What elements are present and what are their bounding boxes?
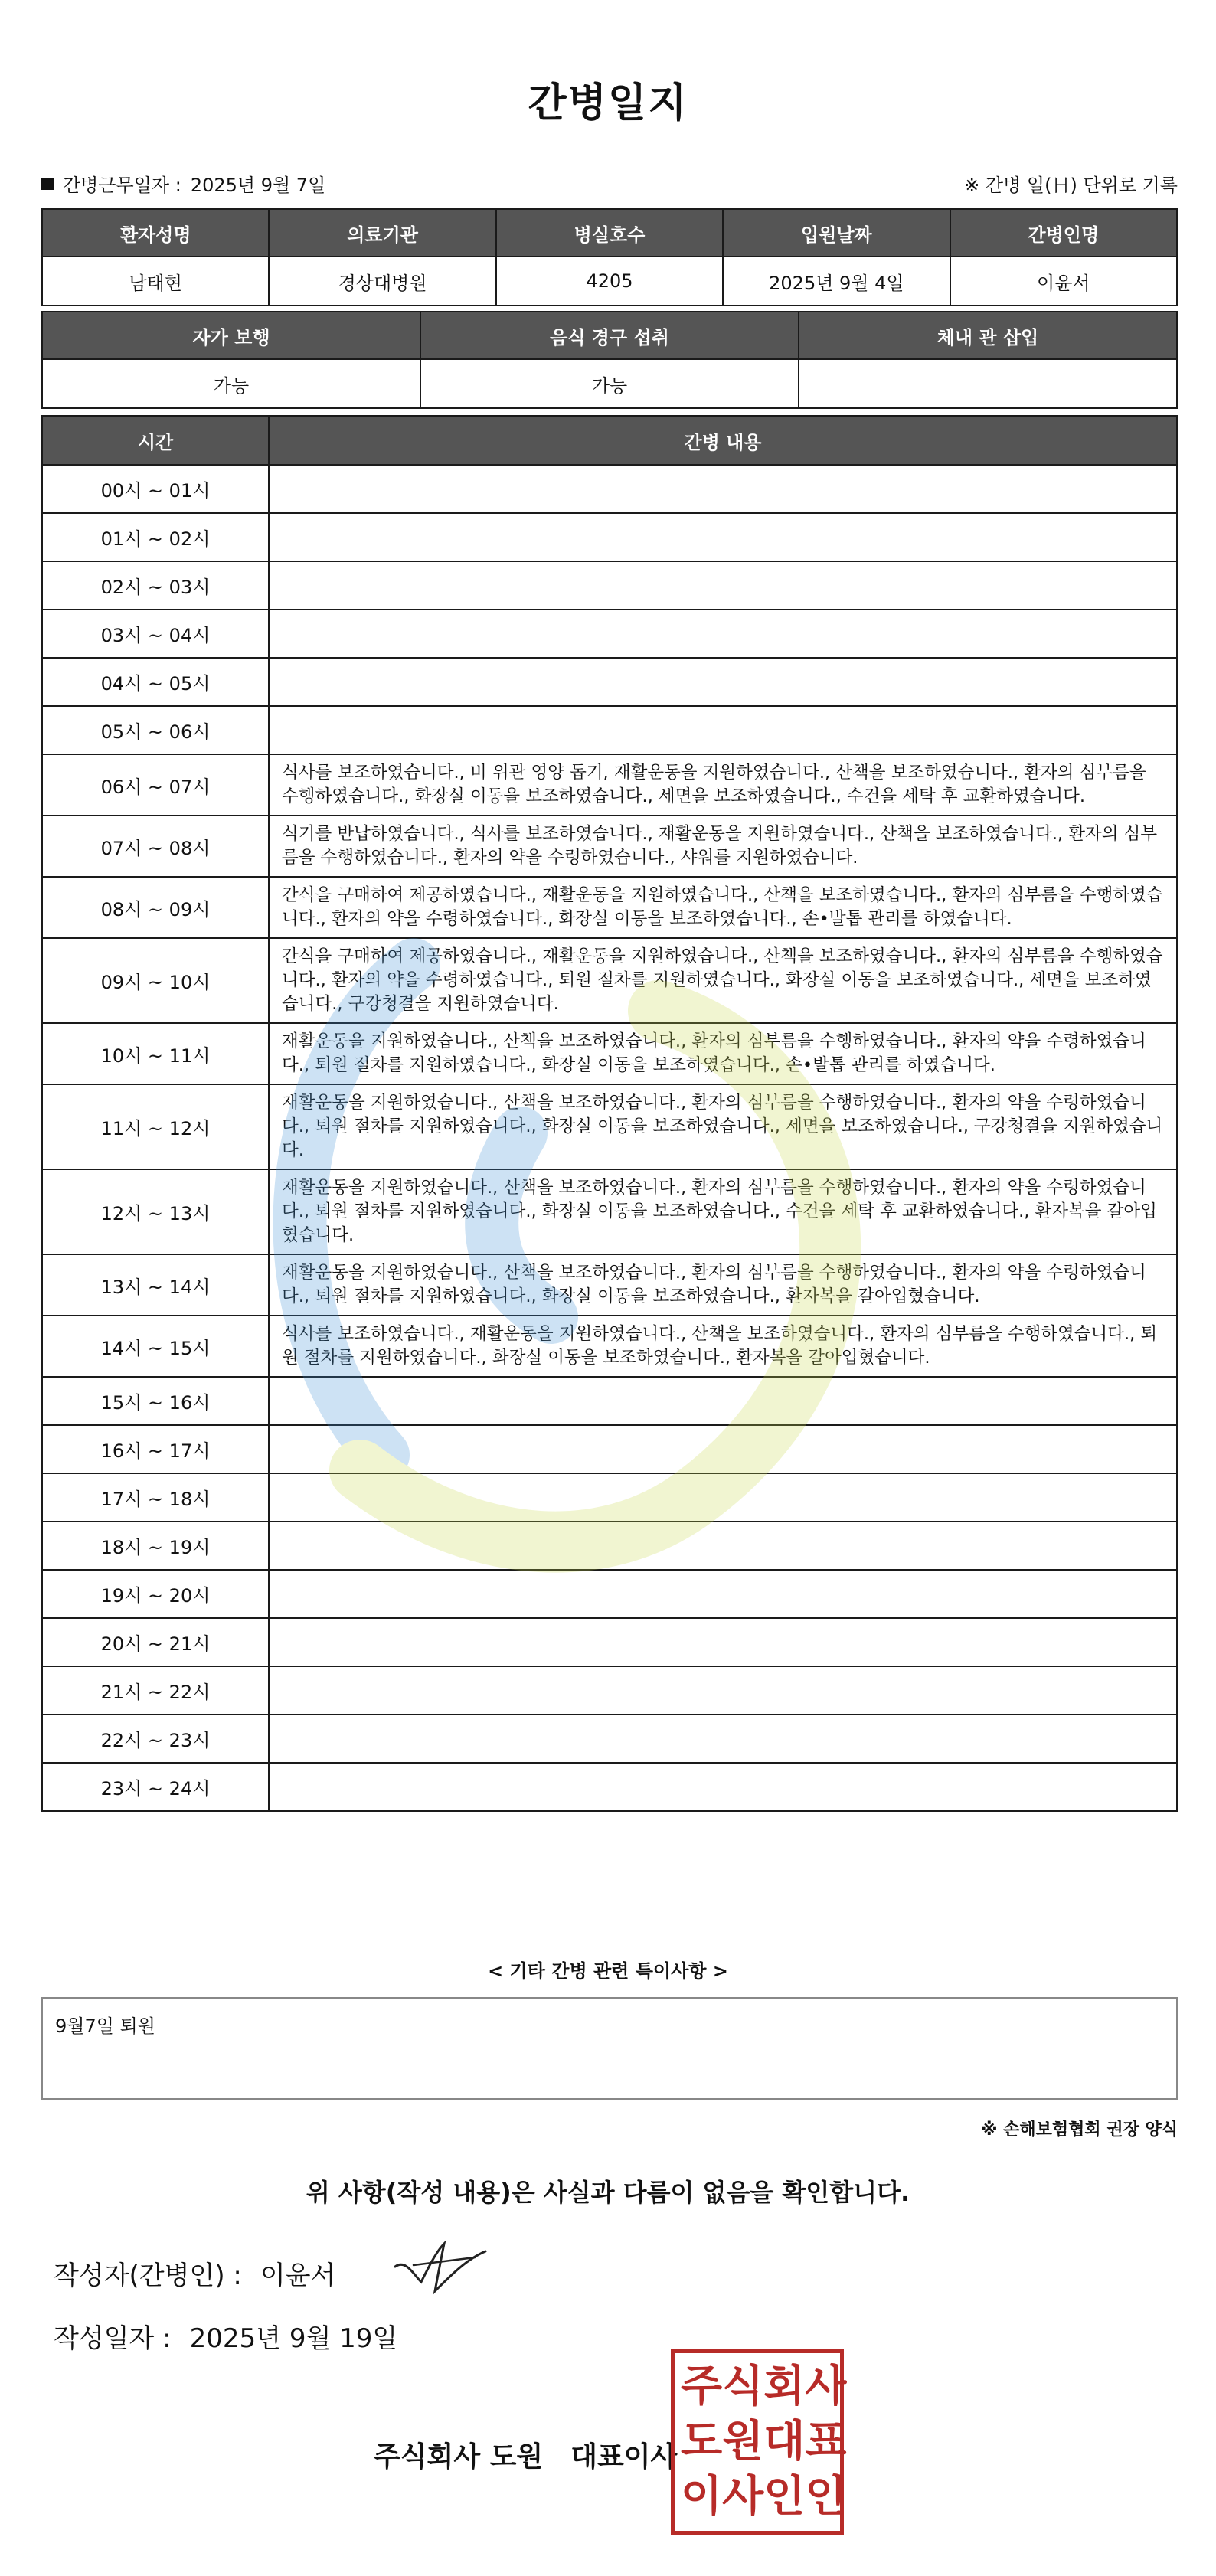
- ability-table: [41, 311, 1178, 409]
- seal-char: 표: [805, 2417, 847, 2466]
- log-row: [42, 1377, 1177, 1425]
- notes-box: [41, 1997, 1178, 2100]
- seal-char: 사: [722, 2472, 764, 2522]
- log-row: [42, 1666, 1177, 1715]
- log-time: 02시 ~ 03시: [42, 561, 269, 610]
- written-date-label: 작성일자 :: [54, 2323, 172, 2354]
- confirmation-text: 위 사항(작성 내용)은 사실과 다름이 없음을 확인합니다.: [306, 2178, 910, 2207]
- log-content: [269, 706, 1177, 754]
- recommend-note: ※ 손해보험협회 권장 양식: [981, 2120, 1178, 2140]
- log-content: [269, 1666, 1177, 1715]
- room-number: 4205: [496, 257, 723, 306]
- log-row: [42, 754, 1177, 816]
- log-row: [42, 706, 1177, 754]
- log-row: [42, 465, 1177, 513]
- care-log-table: [41, 415, 1178, 1812]
- log-time: 10시 ~ 11시: [42, 1023, 269, 1084]
- header-time: 시간: [42, 416, 269, 465]
- log-content: [269, 1763, 1177, 1811]
- log-time: 07시 ~ 08시: [42, 816, 269, 877]
- writer-label: 작성자(간병인) :: [54, 2261, 242, 2291]
- log-time: 15시 ~ 16시: [42, 1377, 269, 1425]
- work-date: [41, 170, 325, 197]
- log-row: [42, 816, 1177, 877]
- log-row: [42, 1763, 1177, 1811]
- company-seal: [671, 2349, 847, 2535]
- header-oral-intake: 음식 경구 섭취: [420, 312, 799, 359]
- log-content: 간식을 구매하여 제공하였습니다., 재활운동을 지원하였습니다., 산책을 보조하였습니다., 환자의 심부름을 수행하였습니다., 환자의 약을 수령하였습니다., 퇴원 절차를 지원하였습니다., 화장실 이동을 보조하였습니다., 세면을 보조하였습니다., 구강청결을 지원하였습니다.: [269, 938, 1177, 1023]
- log-content: [269, 1715, 1177, 1763]
- log-content: 재활운동을 지원하였습니다., 산책을 보조하였습니다., 환자의 심부름을 수행하였습니다., 환자의 약을 수령하였습니다., 퇴원 절차를 지원하였습니다., 화장실 이동을 보조하였습니다., 손•발톱 관리를 하였습니다.: [269, 1023, 1177, 1084]
- log-content: 식기를 반납하였습니다., 식사를 보조하였습니다., 재활운동을 지원하였습니다., 산책을 보조하였습니다., 환자의 심부름을 수행하였습니다., 환자의 약을 수령하였습니다., 샤워를 지원하였습니다.: [269, 816, 1177, 877]
- seal-char: 대: [763, 2417, 806, 2466]
- log-time: 19시 ~ 20시: [42, 1570, 269, 1618]
- log-content: 식사를 보조하였습니다., 비 위관 영양 돕기, 재활운동을 지원하였습니다., 산책을 보조하였습니다., 환자의 심부름을 수행하였습니다., 화장실 이동을 보조하였습니다., 세면을 보조하였습니다., 수건을 세탁 후 교환하였습니다.: [269, 754, 1177, 816]
- log-content: [269, 610, 1177, 658]
- seal-char: 인: [805, 2472, 847, 2522]
- seal-char: 인: [763, 2472, 806, 2522]
- bullet-square-icon: [41, 178, 54, 190]
- log-content: [269, 465, 1177, 513]
- log-row: [42, 1316, 1177, 1377]
- log-time: 00시 ~ 01시: [42, 465, 269, 513]
- work-date-value: 2025년 9월 7일: [190, 175, 326, 196]
- log-content: [269, 1473, 1177, 1522]
- log-content: [269, 658, 1177, 706]
- log-time: 17시 ~ 18시: [42, 1473, 269, 1522]
- log-row: [42, 1618, 1177, 1666]
- log-time: 21시 ~ 22시: [42, 1666, 269, 1715]
- written-date-line: [54, 2317, 397, 2355]
- header-tube-insertion: 체내 관 삽입: [799, 312, 1177, 359]
- log-content: 식사를 보조하였습니다., 재활운동을 지원하였습니다., 산책을 보조하였습니다., 환자의 심부름을 수행하였습니다., 퇴원 절차를 지원하였습니다., 화장실 이동을 보조하였습니다., 환자복을 갈아입혔습니다.: [269, 1316, 1177, 1377]
- seal-char: 식: [722, 2362, 764, 2411]
- log-time: 18시 ~ 19시: [42, 1522, 269, 1570]
- writer-name: 이윤서: [260, 2261, 336, 2291]
- log-row: [42, 1522, 1177, 1570]
- notes-title: < 기타 간병 관련 특이사항 >: [488, 1960, 728, 1982]
- header-care-content: 간병 내용: [269, 416, 1177, 465]
- log-time: 09시 ~ 10시: [42, 938, 269, 1023]
- company-name: 주식회사 도원: [374, 2441, 544, 2473]
- log-time: 03시 ~ 04시: [42, 610, 269, 658]
- log-content: 재활운동을 지원하였습니다., 산책을 보조하였습니다., 환자의 심부름을 수행하였습니다., 환자의 약을 수령하였습니다., 퇴원 절차를 지원하였습니다., 화장실 이동을 보조하였습니다., 세면을 보조하였습니다., 구강청결을 지원하였습니다.: [269, 1084, 1177, 1169]
- log-content: 재활운동을 지원하였습니다., 산책을 보조하였습니다., 환자의 심부름을 수행하였습니다., 환자의 약을 수령하였습니다., 퇴원 절차를 지원하였습니다., 화장실 이동을 보조하였습니다., 수건을 세탁 후 교환하였습니다., 환자복을 갈아입혔습니다.: [269, 1169, 1177, 1254]
- seal-grid: [681, 2359, 847, 2525]
- log-time: 05시 ~ 06시: [42, 706, 269, 754]
- header-self-walking: 자가 보행: [42, 312, 420, 359]
- log-content: 간식을 구매하여 제공하였습니다., 재활운동을 지원하였습니다., 산책을 보조하였습니다., 환자의 심부름을 수행하였습니다., 환자의 약을 수령하였습니다., 화장실 이동을 보조하였습니다., 손•발톱 관리를 하였습니다.: [269, 877, 1177, 938]
- log-row: [42, 1473, 1177, 1522]
- log-time: 11시 ~ 12시: [42, 1084, 269, 1169]
- patient-info-table: [41, 208, 1178, 306]
- log-row: [42, 1084, 1177, 1169]
- log-time: 04시 ~ 05시: [42, 658, 269, 706]
- log-row: [42, 938, 1177, 1023]
- log-content: 재활운동을 지원하였습니다., 산책을 보조하였습니다., 환자의 심부름을 수행하였습니다., 환자의 약을 수령하였습니다., 퇴원 절차를 지원하였습니다., 화장실 이동을 보조하였습니다., 환자복을 갈아입혔습니다.: [269, 1254, 1177, 1316]
- signature-icon: [391, 2236, 490, 2297]
- log-row: [42, 561, 1177, 610]
- log-content: [269, 561, 1177, 610]
- log-content: [269, 1570, 1177, 1618]
- log-time: 01시 ~ 02시: [42, 513, 269, 561]
- seal-char: 원: [722, 2417, 764, 2466]
- self-walking: 가능: [42, 359, 420, 408]
- patient-name: 남태현: [42, 257, 269, 306]
- log-time: 23시 ~ 24시: [42, 1763, 269, 1811]
- log-content: [269, 1522, 1177, 1570]
- log-content: [269, 1377, 1177, 1425]
- log-row: [42, 610, 1177, 658]
- hospital: 경상대병원: [269, 257, 495, 306]
- writer-line: [54, 2254, 335, 2292]
- work-date-label: 간병근무일자 :: [63, 175, 181, 196]
- header-room: 병실호수: [496, 209, 723, 257]
- log-row: [42, 513, 1177, 561]
- oral-intake: 가능: [420, 359, 799, 408]
- log-time: 14시 ~ 15시: [42, 1316, 269, 1377]
- log-row: [42, 1715, 1177, 1763]
- log-row: [42, 1023, 1177, 1084]
- log-row: [42, 1570, 1177, 1618]
- log-time: 06시 ~ 07시: [42, 754, 269, 816]
- log-time: 20시 ~ 21시: [42, 1618, 269, 1666]
- tube-insertion: [799, 359, 1177, 408]
- log-content: [269, 1425, 1177, 1473]
- log-row: [42, 1425, 1177, 1473]
- written-date-value: 2025년 9월 19일: [189, 2323, 398, 2354]
- log-time: 12시 ~ 13시: [42, 1169, 269, 1254]
- caregiver-name: 이윤서: [950, 257, 1177, 306]
- log-row: [42, 1254, 1177, 1316]
- log-time: 08시 ~ 09시: [42, 877, 269, 938]
- header-caregiver: 간병인명: [950, 209, 1177, 257]
- log-row: [42, 1169, 1177, 1254]
- header-patient-name: 환자성명: [42, 209, 269, 257]
- log-time: 22시 ~ 23시: [42, 1715, 269, 1763]
- log-time: 13시 ~ 14시: [42, 1254, 269, 1316]
- header-admission-date: 입원날짜: [723, 209, 950, 257]
- unit-note: ※ 간병 일(日) 단위로 기록: [964, 175, 1178, 196]
- company-title: 대표이사: [570, 2441, 678, 2473]
- log-row: [42, 877, 1177, 938]
- log-content: [269, 513, 1177, 561]
- seal-char: 회: [763, 2362, 806, 2411]
- header-hospital: 의료기관: [269, 209, 495, 257]
- log-row: [42, 658, 1177, 706]
- admission-date: 2025년 9월 4일: [723, 257, 950, 306]
- seal-char: 이: [681, 2472, 723, 2522]
- seal-char: 도: [681, 2417, 723, 2466]
- log-content: [269, 1618, 1177, 1666]
- company-signature: [374, 2435, 677, 2474]
- notes-text: 9월7일 퇴원: [55, 2015, 155, 2037]
- page-title: 간병일지: [528, 80, 688, 126]
- log-time: 16시 ~ 17시: [42, 1425, 269, 1473]
- seal-char: 주: [681, 2362, 723, 2411]
- seal-char: 사: [805, 2362, 847, 2411]
